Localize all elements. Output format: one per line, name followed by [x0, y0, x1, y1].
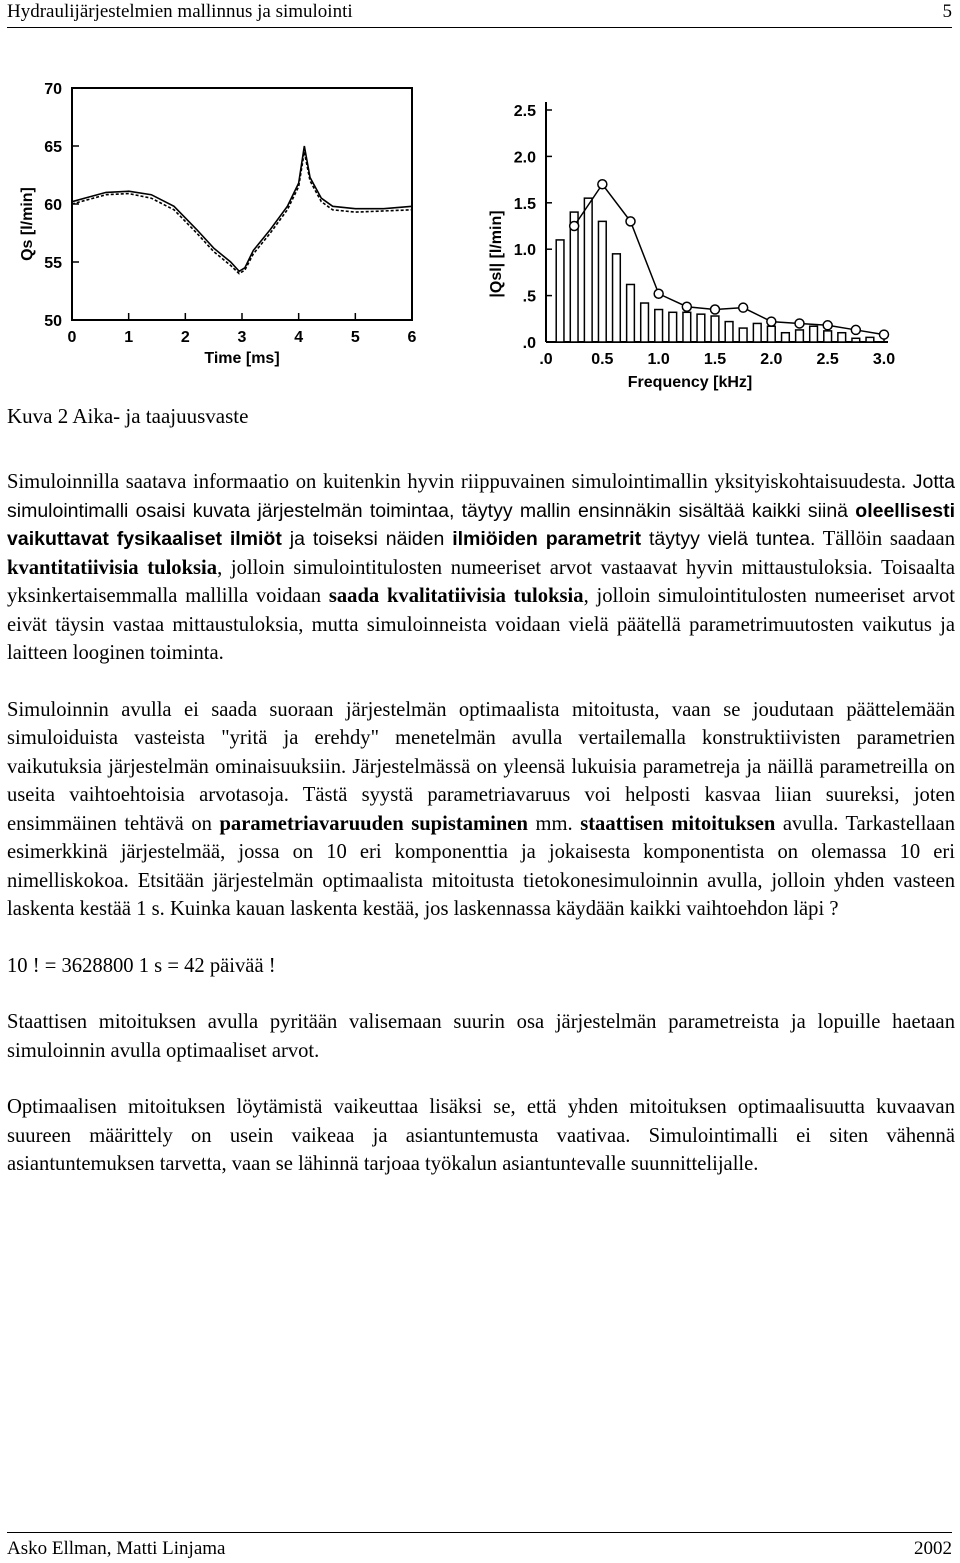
paragraph-3: 10 ! = 3628800 1 s = 42 päivää ! — [7, 954, 276, 977]
p2-bold-reduction: parametriavaruuden supistaminen — [219, 812, 528, 835]
p2-text-a: Simuloinnin avulla ei saada suoraan järjestelmän optimaalista mitoitusta, vaan se joudutaan päättelemään simuloiduista vasteista "yritä ja erehdy" menetelmän avulla vertailemalla konstruktiivisten parametrien vaikutuksia järjestelmän ominaisuuksiin. Järjestelmässä on yleensä lukuisia parametreja ja näillä parametreilla on useita vaihtoehtoisia arvotasoja. Tästä syystä parametriavaruus voi helposti kasvaa liian suureksi, joten ensimmäinen tehtävä on — [7, 698, 955, 835]
page-footer — [7, 1532, 952, 1560]
p1-text-c: ja toiseksi näiden — [281, 528, 453, 550]
p1-bold-phenomena: oleellisesti vaikuttavat fysikaaliset ilmiöt — [7, 499, 955, 550]
p1-text-b: Jotta simulointimalli osaisi kuvata järjestelmän toimintaa, täytyy mallin ensinnäkin sisältää kaikki siinä — [7, 471, 955, 522]
footer-authors: Asko Ellman, Matti Linjama — [7, 1538, 226, 1559]
freq-ylabel: |Qsl| [l/min] — [488, 210, 505, 298]
freq-point — [851, 325, 860, 334]
time-response-chart — [0, 62, 440, 382]
p1-text-h: , jolloin simulointitulosten numeeriset arvot eivät täysin vastaa mittaustuloksia, mutta simuloinneista voidaan vielä päätellä parametrimuutosten vaikutus ja laitteen looginen toiminta. — [7, 585, 955, 664]
time-series-measured — [72, 146, 412, 271]
freq-bar — [697, 314, 705, 342]
freq-bar — [810, 326, 818, 342]
footer-year: 2002 — [914, 1538, 952, 1559]
freq-bar — [584, 198, 592, 342]
freq-bar — [641, 303, 649, 342]
time-ylabel: Qs [l/min] — [19, 187, 36, 261]
freq-xtick-label: 1.5 — [703, 351, 727, 368]
time-xtick-label: 3 — [237, 329, 247, 346]
freq-bar — [683, 312, 691, 342]
freq-xlabel: Frequency [kHz] — [627, 374, 753, 391]
frequency-response-chart — [480, 62, 910, 402]
freq-xtick-label: 1.0 — [647, 351, 670, 368]
time-series-simulated — [72, 152, 412, 274]
p2-text-c: avulla. Tarkastellaan esimerkkinä järjestelmää, jossa on 10 eri komponenttia ja jokaisesta komponentista on olemassa 10 eri nimelliskokoa. Etsitään järjestelmän optimaalista mitoitusta tietokonesimuloinnin avulla, jolloin yhden vasteen laskenta kestää 1 s. Kuinka kauan laskenta kestää, jos laskennassa käydään kaikki vaihtoehdon läpi ? — [7, 812, 955, 920]
freq-bar — [711, 316, 719, 342]
freq-bar — [767, 326, 775, 342]
freq-bar — [725, 322, 733, 342]
p1-bold-parameters: ilmiöiden parametrit — [452, 528, 642, 550]
freq-bar — [613, 254, 621, 342]
freq-ytick-label: 2.5 — [513, 103, 536, 120]
time-xtick-label: 4 — [294, 329, 304, 346]
time-xtick-label: 6 — [407, 329, 417, 346]
figure-time-frequency-response — [0, 62, 960, 407]
time-plot-frame — [72, 88, 412, 320]
freq-point — [711, 305, 720, 314]
freq-bar — [753, 323, 761, 342]
time-ytick-label: 65 — [44, 139, 62, 156]
time-ytick-label: 60 — [44, 197, 62, 214]
freq-bar — [739, 328, 747, 342]
freq-xtick-label: .0 — [539, 351, 553, 368]
freq-ytick-label: 1.0 — [513, 242, 536, 260]
time-ytick-label: 50 — [44, 313, 62, 330]
figure-caption: Kuva 2 Aika- ja taajuusvaste — [7, 404, 249, 428]
paragraph-5: Optimaalisen mitoituksen löytämistä vaikeuttaa lisäksi se, että yhden mitoituksen optimaalisuutta kuvaavan suureen määrittely on usein vaikeaa ja asiantuntemusta vaativaa. Simulointimalli ei siten vähennä asiantuntemuksen tarvetta, vaan se lähinnä tarjoaa työkalun asiantuntevalle suunnittelijalle. — [7, 1096, 955, 1175]
freq-point — [682, 302, 691, 311]
freq-bar — [852, 338, 860, 342]
freq-ytick-label: 2.0 — [513, 149, 536, 167]
freq-ytick-label: 1.5 — [513, 195, 536, 213]
paragraph-2 — [7, 696, 955, 924]
freq-bar — [556, 240, 564, 342]
freq-xtick-label: 3.0 — [872, 351, 896, 368]
freq-bar — [655, 310, 663, 342]
freq-xtick-label: 2.0 — [760, 351, 783, 368]
freq-bar — [570, 212, 578, 342]
freq-point — [570, 222, 579, 231]
time-xlabel: Time [ms] — [204, 350, 280, 367]
time-xtick-label: 1 — [124, 329, 134, 346]
freq-point — [739, 303, 748, 312]
page-header — [7, 0, 952, 28]
p2-bold-static-sizing: staattisen mitoituksen — [580, 812, 776, 835]
p1-text-a: Simuloinnilla saatava informaatio on kuitenkin hyvin riippuvainen simulointimallin yksityiskohtaisuudesta. — [7, 471, 913, 493]
time-xtick-label: 0 — [67, 329, 77, 346]
freq-point — [767, 317, 776, 326]
freq-bar — [866, 337, 874, 342]
freq-point — [795, 319, 804, 328]
document-title: Hydraulijärjestelmien mallinnus ja simulointi — [7, 1, 353, 22]
p1-text-d: täytyy vielä tuntea. — [641, 528, 816, 550]
body-text — [7, 468, 955, 1179]
p1-text-e: Tällöin saadaan — [815, 528, 955, 550]
freq-point — [654, 289, 663, 298]
freq-xtick-label: 2.5 — [816, 351, 839, 368]
freq-bar — [627, 284, 635, 342]
p1-bold-quantitative: kvantitatiivisia tuloksia — [7, 556, 218, 579]
freq-bar — [598, 221, 606, 342]
time-xtick-label: 5 — [350, 329, 360, 346]
freq-bar — [669, 312, 677, 342]
p1-bold-qualitative: saada kvalitatiivisia tuloksia — [328, 585, 584, 607]
freq-ytick-label: .5 — [522, 288, 536, 306]
paragraph-4: Staattisen mitoituksen avulla pyritään valisemaan suurin osa järjestelmän parametreista ja lopuille haetaan simuloinnin avulla optimaaliset arvot. — [7, 1011, 955, 1062]
p1-text-g: Toisaalta yksinkertaisemmalla mallilla voidaan — [7, 556, 955, 607]
freq-point — [823, 321, 832, 330]
freq-point — [598, 180, 607, 189]
p2-text-b: mm. — [527, 812, 581, 835]
time-ytick-label: 55 — [44, 255, 62, 272]
time-ytick-label: 70 — [44, 81, 62, 98]
page-number: 5 — [942, 1, 952, 22]
freq-ytick-label: .0 — [522, 335, 536, 352]
freq-bar — [824, 331, 832, 342]
freq-point — [626, 217, 635, 226]
freq-point — [880, 330, 889, 339]
time-xtick-label: 2 — [180, 329, 190, 346]
p1-text-f: , jolloin simulointitulosten numeeriset arvot vastaavat hyvin mittaustuloksia. — [217, 556, 873, 579]
freq-bar — [838, 333, 846, 342]
paragraph-1 — [7, 468, 955, 668]
freq-xtick-label: 0.5 — [591, 351, 614, 368]
freq-bar — [796, 330, 804, 342]
freq-bar — [782, 333, 790, 342]
